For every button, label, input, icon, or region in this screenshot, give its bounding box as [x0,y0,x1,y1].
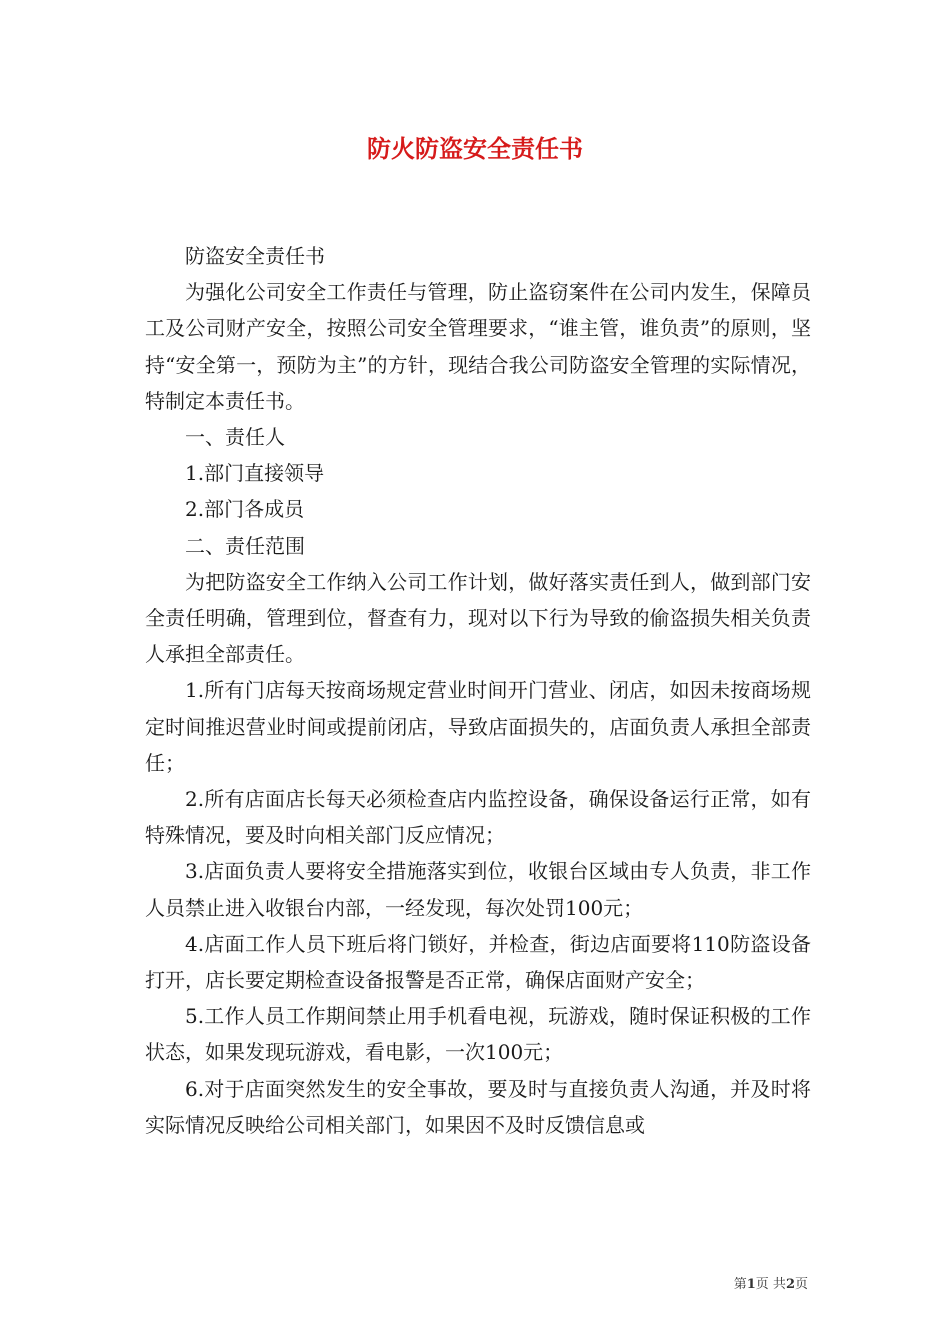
body-paragraph: 为强化公司安全工作责任与管理，防止盗窃案件在公司内发生，保障员工及公司财产安全，按照公司安全管理要求，“谁主管，谁负责”的原则，坚持“安全第一，预防为主”的方针，现结合我公司防盗安全管理的实际情况，特制定本责任书。 [145,280,811,413]
list-item: 2.部门各成员 [185,497,305,522]
footer-total-pages: 2 [785,1277,795,1292]
footer-current-page: 1 [746,1277,756,1292]
list-item: 1.部门直接领导 [185,461,325,486]
body-paragraph: 为把防盗安全工作纳入公司工作计划，做好落实责任到人，做到部门安全责任明确，管理到位，督查有力，现对以下行为导致的偷盗损失相关负责人承担全部责任。 [145,569,811,667]
document-body [145,238,811,1143]
document-title: 防火防盗安全责任书 [367,134,583,163]
page-number-footer [734,1276,808,1294]
section-heading: 一、责任人 [185,425,285,450]
list-item: 5.工作人员工作期间禁止用手机看电视，玩游戏，随时保证积极的工作状态，如果发现玩游戏，看电影，一次100元； [145,1004,811,1065]
list-item: 4.店面工作人员下班后将门锁好，并检查，街边店面要将110防盗设备打开，店长要定期检查设备报警是否正常，确保店面财产安全； [145,931,811,993]
footer-middle: 页 共 [755,1277,786,1292]
footer-suffix: 页 [794,1277,808,1292]
list-item: 3.店面负责人要将安全措施落实到位，收银台区域由专人负责，非工作人员禁止进入收银台内部，一经发现，每次处罚100元； [145,859,811,920]
list-item: 2.所有店面店长每天必须检查店内监控设备，确保设备运行正常，如有特殊情况，要及时向相关部门反应情况； [145,787,811,848]
body-paragraph: 防盗安全责任书 [185,244,325,268]
footer-prefix: 第 [733,1277,747,1292]
section-heading: 二、责任范围 [185,533,305,558]
list-item: 1.所有门店每天按商场规定营业时间开门营业、闭店，如因未按商场规定时间推迟营业时间或提前闭店，导致店面损失的，店面负责人承担全部责任； [145,678,811,775]
list-item: 6.对于店面突然发生的安全事故，要及时与直接负责人沟通，并及时将实际情况反映给公司相关部门，如果因不及时反馈信息或 [145,1076,811,1137]
